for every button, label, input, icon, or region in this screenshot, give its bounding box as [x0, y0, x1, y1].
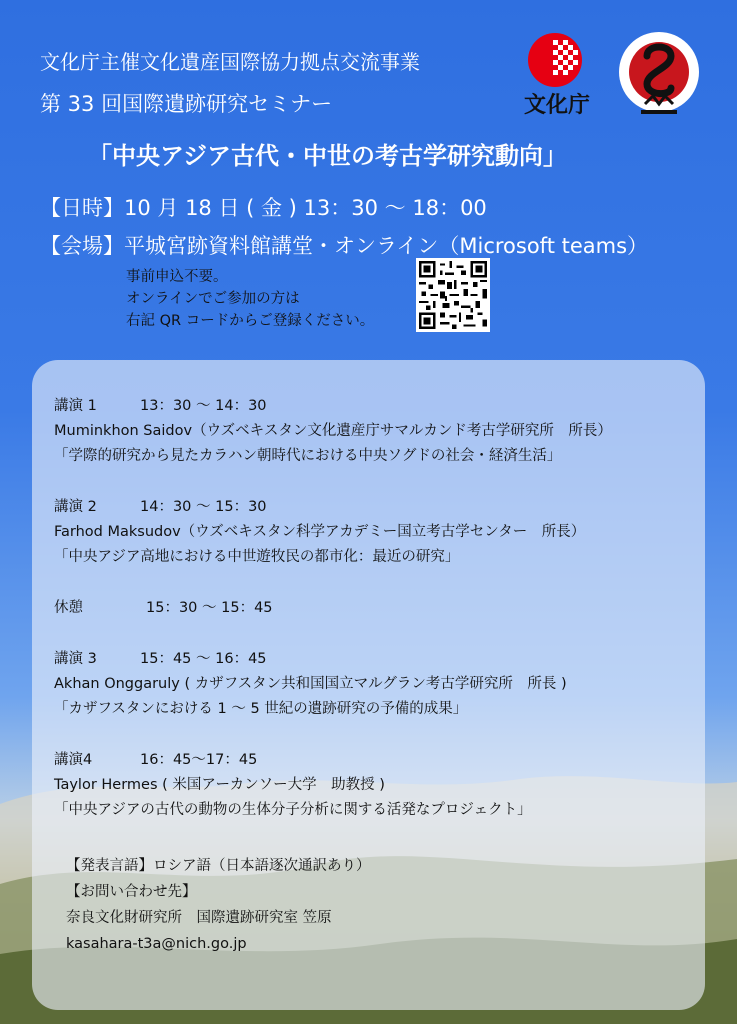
lecture-3 [54, 647, 681, 722]
lecture-2 [54, 495, 681, 570]
lecture-label: 講演4 [54, 752, 93, 768]
break-label: 休憩 [54, 600, 83, 616]
lecture-header [54, 394, 681, 419]
program-panel [32, 360, 705, 1010]
contact-label: 【お問い合わせ先】 [66, 884, 197, 900]
registration-note [126, 266, 374, 332]
registration-qr-code[interactable] [416, 258, 490, 332]
lecture-4 [54, 748, 681, 823]
break-time: 15：30 〜 15：45 [146, 600, 273, 616]
lecture-topic: 「中央アジア高地における中世遊牧民の都市化：最近の研究」 [54, 549, 460, 565]
lecture-time: 13：30 〜 14：30 [140, 398, 267, 414]
lecture-label: 講演 3 [54, 651, 97, 667]
lecture-label: 講演 1 [54, 398, 97, 414]
lecture-header [54, 748, 681, 773]
page-title: 「中央アジア古代・中世の考古学研究動向」 [88, 142, 568, 170]
language-info: 【発表言語】ロシア語（日本語逐次通訳あり） [66, 858, 371, 874]
contact-org: 奈良文化財研究所 国際遺跡研究室 笠原 [66, 910, 332, 926]
contact-footer [54, 853, 681, 957]
note-line: オンラインでご参加の方は [126, 291, 300, 307]
lecture-speaker: Taylor Hermes ( 米国アーカンソー大学 助教授 ) [54, 777, 385, 793]
note-line: 右記 QR コードからご登録ください。 [126, 313, 375, 329]
qr-code-icon [419, 261, 487, 329]
lecture-label: 講演 2 [54, 499, 97, 515]
lecture-time: 15：45 〜 16：45 [140, 651, 267, 667]
event-date: 【日時】10 月 18 日 ( 金 ) 13：30 〜 18：00 [40, 196, 487, 220]
contact-email[interactable]: kasahara-t3a@nich.go.jp [66, 936, 247, 952]
event-venue: 【会場】平城宮跡資料館講堂・オンライン（Microsoft teams） [40, 234, 649, 258]
svg-text:文化庁: 文化庁 [523, 92, 591, 118]
nara-institute-logo [615, 26, 703, 126]
lecture-time: 14：30 〜 15：30 [140, 499, 267, 515]
seminar-line: 第 33 回国際遺跡研究セミナー [40, 92, 333, 116]
lecture-1 [54, 394, 681, 469]
organizer-line: 文化庁主催文化遺産国際協力拠点交流事業 [40, 50, 420, 74]
note-line: 事前申込不要。 [126, 269, 228, 285]
lecture-speaker: Muminkhon Saidov（ウズベキスタン文化遺産庁サマルカンド考古学研究所 所長） [54, 423, 612, 439]
lecture-header [54, 495, 681, 520]
lecture-time: 16：45〜17：45 [140, 752, 258, 768]
lecture-speaker: Akhan Onggaruly ( カザフスタン共和国国立マルグラン考古学研究所 所長 ) [54, 676, 567, 692]
lecture-topic: 「中央アジアの古代の動物の生体分子分析に関する活発なプロジェクト」 [54, 802, 532, 818]
break-row [54, 596, 681, 621]
lecture-header [54, 647, 681, 672]
lecture-speaker: Farhod Maksudov（ウズベキスタン科学アカデミー国立考古学センター 所長） [54, 524, 586, 540]
lecture-topic: 「カザフスタンにおける 1 〜 5 世紀の遺跡研究の予備的成果」 [54, 701, 468, 717]
lecture-topic: 「学際的研究から見たカラハン朝時代における中央ソグドの社会・経済生活」 [54, 448, 562, 464]
bunka-cho-logo [505, 30, 609, 118]
